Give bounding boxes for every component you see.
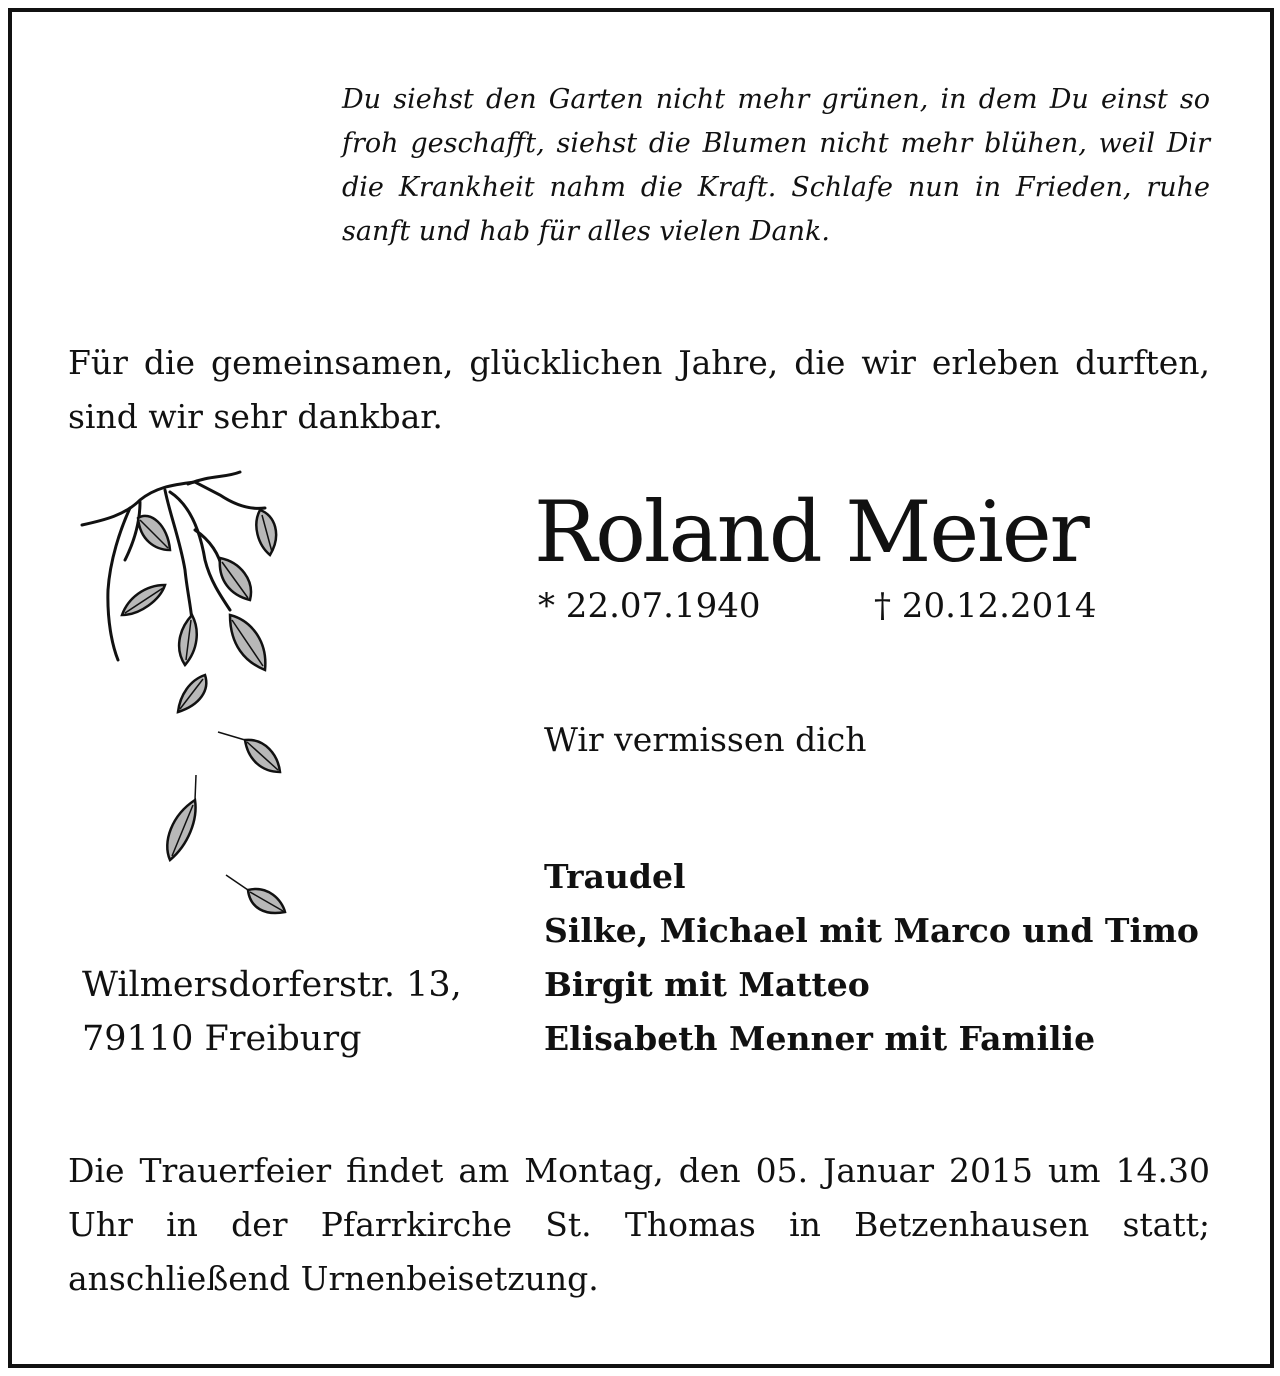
address-city: 79110 Freiburg bbox=[82, 1019, 362, 1059]
mourner-name: Elisabeth Menner mit Familie bbox=[544, 1019, 1096, 1058]
we-miss-you-text: Wir vermissen dich bbox=[544, 720, 867, 759]
mourner-name: Birgit mit Matteo bbox=[544, 965, 870, 1004]
mourner-name: Traudel bbox=[544, 857, 686, 896]
death-date: † 20.12.2014 bbox=[874, 586, 1097, 626]
mourner-name: Silke, Michael mit Marco und Timo bbox=[544, 911, 1199, 950]
deceased-name: Roland Meier bbox=[534, 483, 1088, 581]
gratitude-text: Für die gemeinsamen, glücklichen Jahre, die wir erleben durften, sind wir sehr dankbar. bbox=[68, 343, 1210, 436]
branch-with-falling-leaves-icon bbox=[70, 470, 310, 940]
memorial-poem: Du siehst den Garten nicht mehr grünen, in dem Du einst so froh geschafft, siehst die Blumen nicht mehr blühen, weil Dir die Krankheit nahm die Kraft. Schlafe nun in Frieden, ruhe sanft und hab für alles vielen Dank. bbox=[342, 84, 1210, 247]
family-address bbox=[82, 958, 462, 1066]
address-street: Wilmersdorferstr. 13, bbox=[82, 965, 462, 1005]
mourners-list bbox=[544, 850, 1199, 1066]
birth-date: * 22.07.1940 bbox=[538, 586, 761, 626]
funeral-details: Die Trauerfeier findet am Montag, den 05. Januar 2015 um 14.30 Uhr in der Pfarrkirche St. Thomas in Betzenhausen statt; anschließend Urnenbeisetzung. bbox=[68, 1151, 1210, 1298]
